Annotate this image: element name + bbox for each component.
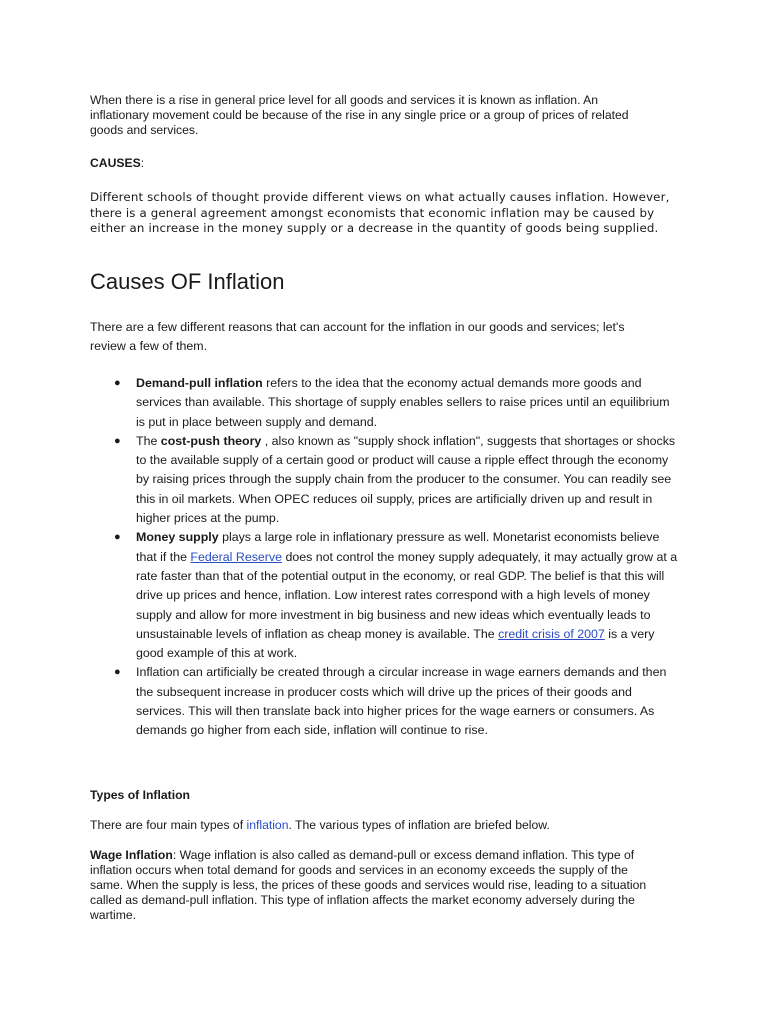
inflation-link[interactable]: inflation xyxy=(246,818,289,832)
cost-push-prefix: The xyxy=(136,433,161,448)
term-cost-push: cost-push theory xyxy=(160,433,262,448)
list-item-cost-push xyxy=(90,432,680,528)
federal-reserve-link[interactable]: Federal Reserve xyxy=(190,549,283,564)
bullet-icon: ● xyxy=(114,666,121,679)
types-title: Types of Inflation xyxy=(90,788,190,802)
wage-inflation-text: : Wage inflation is also called as demand-pull or excess demand inflation. This type of inflation occurs when total demand for goods and services in an economy exceeds the supply of the same. When the supply is less, the prices of these goods and services would rise, leading to a situation called as demand-pull inflation. This type of inflation affects the market economy adversely during the wartime. xyxy=(90,848,647,922)
money-supply-text-c: is a very good example of this at work. xyxy=(136,626,655,661)
money-supply-text-b: does not control the money supply adequately, it may actually grow at a rate faster than that of the potential output in the economy, or real GDP. The belief is that this will drive up prices and hence, inflation. Low interest rates correspond with a high levels of money supply and allow for more investment in big business and new ideas which eventually leads to unsustainable levels of inflation as cheap money is available. The xyxy=(136,549,678,641)
bullet-icon: ● xyxy=(114,377,121,389)
cost-push-text: , also known as "supply shock inflation", suggests that shortages or shocks to the available supply of a certain good or product will cause a ripple effect through the economy by raising prices through the supply chain from the producer to the consumer. You can readily see this in oil markets. When OPEC reduces oil supply, prices are artificially driven up and result in higher prices at the pump. xyxy=(136,433,676,526)
term-demand-pull: Demand-pull inflation xyxy=(136,376,263,390)
bullet-icon: ● xyxy=(114,434,121,447)
types-intro-after: . The various types of inflation are briefed below. xyxy=(288,818,550,832)
wage-spiral-text: Inflation can artificially be created through a circular increase in wage earners demands and then the subsequent increase in producer costs which will drive up the prices of their goods and services. This will then translate back into higher prices for the wage earners or consumers. As demands go higher from each side, inflation will continue to rise. xyxy=(136,665,667,738)
types-intro-before: There are four main types of xyxy=(90,818,247,832)
causes-list xyxy=(90,374,680,741)
credit-crisis-link[interactable]: credit crisis of 2007 xyxy=(498,626,605,641)
causes-colon: : xyxy=(140,156,145,170)
term-money-supply: Money supply xyxy=(136,530,219,545)
section-heading: Causes OF Inflation xyxy=(90,269,285,294)
types-intro xyxy=(90,818,550,833)
reasons-intro: There are a few different reasons that can account for the inflation in our goods and services; let's review a few of them. xyxy=(90,320,625,353)
wage-inflation-term: Wage Inflation xyxy=(90,848,173,862)
list-item-wage-spiral xyxy=(90,663,680,740)
money-supply-text-a: plays a large role in inflationary pressure as well. Monetarist economists believe that if the xyxy=(136,530,660,564)
intro-paragraph: When there is a rise in general price level for all goods and services it is known as inflation. An inflationary movement could be because of the rise in any single price or a group of prices of related goods and services. xyxy=(90,93,629,137)
bullet-icon: ● xyxy=(114,531,121,544)
wage-inflation-paragraph xyxy=(90,848,660,923)
causes-label: CAUSES xyxy=(90,156,141,170)
list-item-money-supply xyxy=(90,528,680,663)
causes-label-line xyxy=(90,156,144,171)
demand-pull-text: refers to the idea that the economy actual demands more goods and services than available. This shortage of supply enables sellers to raise prices until an equilibrium is put in place between supply and demand. xyxy=(136,376,670,429)
list-item-demand-pull xyxy=(90,374,680,432)
schools-paragraph: Different schools of thought provide different views on what actually causes inflation. However, there is a general agreement amongst economists that economic inflation may be caused by either an increase in the money supply or a decrease in the quantity of goods being supplied. xyxy=(90,190,670,236)
